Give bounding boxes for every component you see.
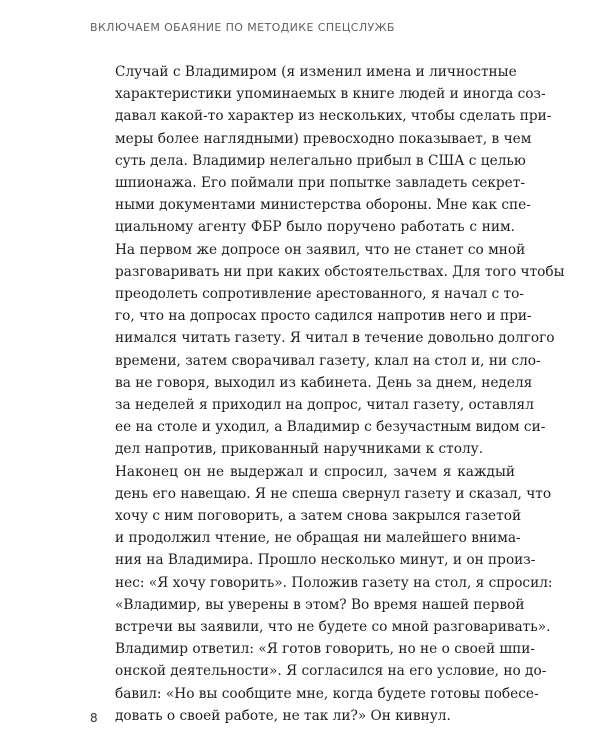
- text-line: преодолеть сопротивление арестованного, я начал с то-: [115, 286, 524, 303]
- text-line: ва не говоря, выходил из кабинета. День за днем, неделя: [115, 374, 533, 391]
- text-line: нимался читать газету. Я читал в течение довольно долгого: [115, 330, 555, 347]
- text-line: меры более наглядными) превосходно показывает, в чем: [115, 130, 532, 147]
- text-line: онской деятельности». Я согласился на его условие, но до-: [115, 663, 547, 680]
- running-header: ВКЛЮЧАЕМ ОБАЯНИЕ ПО МЕТОДИКЕ СПЕЦСЛУЖБ: [90, 21, 395, 34]
- text-line: хочу с ним поговорить, а затем снова закрылся газетой: [115, 508, 522, 525]
- text-line: за неделей я приходил на допрос, читал газету, оставлял: [115, 397, 534, 414]
- text-line: ее на столе и уходил, а Владимир с безучастным видом си-: [115, 419, 546, 436]
- page-number: 8: [90, 711, 98, 725]
- body-text: [90, 61, 565, 727]
- text-line: шпионажа. Его поймали при попытке завладеть секрет-: [115, 175, 525, 192]
- text-line: довать о своей работе, не так ли?» Он кивнул.: [115, 707, 451, 724]
- text-line: бавил: «Но вы сообщите мне, когда будете готовы побесе-: [115, 685, 539, 702]
- text-line: Владимир ответил: «Я готов говорить, но не о своей шпи-: [115, 641, 536, 658]
- paragraph-2: [90, 461, 553, 727]
- text-line: Случай с Владимиром (я изменил имена и личностные: [115, 64, 517, 80]
- text-line: На первом же допросе он заявил, что не станет со мной: [115, 241, 526, 258]
- text-line: дел напротив, прикованный наручниками к столу.: [115, 441, 484, 458]
- paragraph-1: [90, 61, 565, 461]
- text-line: суть дела. Владимир нелегально прибыл в США с целью: [115, 152, 526, 169]
- text-line: характеристики упоминаемых в книге людей и иногда соз-: [115, 86, 546, 103]
- text-line: Наконец он не выдержал и спросил, зачем я каждый: [115, 463, 515, 480]
- text-line: го, что на допросах просто садился напротив него и при-: [115, 308, 532, 325]
- text-line: разговаривать ни при каких обстоятельствах. Для того чтобы: [115, 263, 565, 280]
- text-line: и продолжил чтение, не обращая ни малейшего внима-: [115, 530, 521, 547]
- text-line: циальному агенту ФБР было поручено работать с ним.: [115, 219, 515, 236]
- text-line: день его навещаю. Я не спеша свернул газету и сказал, что: [115, 485, 552, 502]
- text-line: ными документами министерства обороны. Мне как спе-: [115, 197, 531, 214]
- text-line: встречи вы заявили, что не будете со мной разговаривать».: [115, 619, 551, 636]
- text-line: давал какой-то характер из нескольких, чтобы сделать при-: [115, 108, 552, 125]
- text-line: ния на Владимира. Прошло несколько минут, и он произ-: [115, 552, 536, 569]
- text-line: времени, затем сворачивал газету, клал на стол и, ни сло-: [115, 352, 541, 369]
- text-line: «Владимир, вы уверены в этом? Во время нашей первой: [115, 596, 525, 613]
- text-line: нес: «Я хочу говорить». Положив газету на стол, я спросил:: [115, 574, 553, 591]
